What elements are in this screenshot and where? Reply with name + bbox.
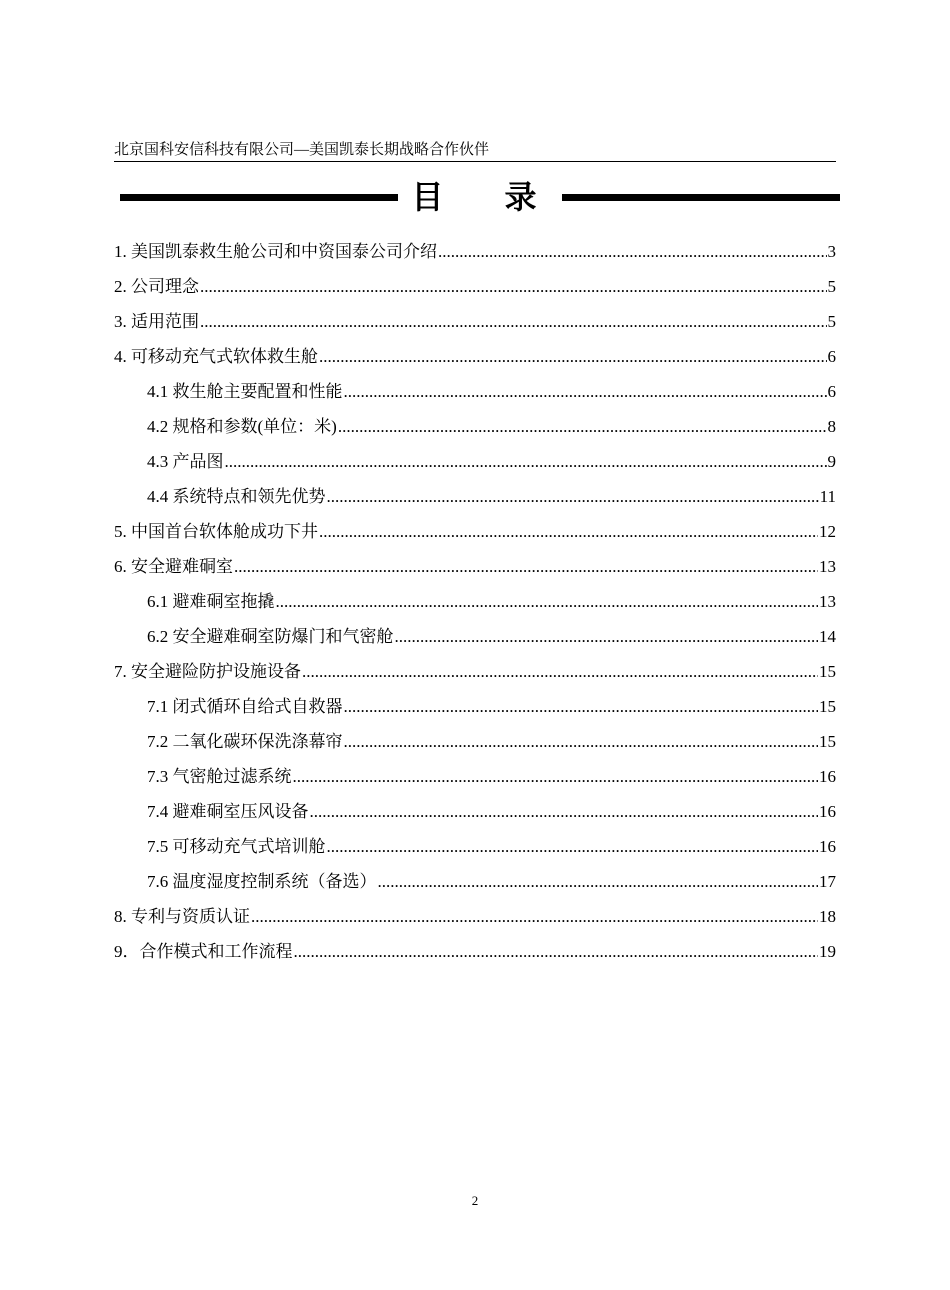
toc-entry-label: 7.2 二氧化碳环保洗涤幕帘: [147, 732, 343, 751]
toc-entry-label: 5. 中国首台软体舱成功下井: [114, 522, 318, 541]
toc-entry-label: 7.5 可移动充气式培训舱: [147, 837, 326, 856]
toc-dot-leader: [327, 481, 819, 513]
toc-entry[interactable]: [114, 691, 836, 726]
toc-entry-label: 3. 适用范围: [114, 312, 199, 331]
toc-entry-label: 6.1 避难硐室拖撬: [147, 592, 275, 611]
toc-entry-page: 3: [827, 242, 836, 261]
toc-entry-label: 6.2 安全避难硐室防爆门和气密舱: [147, 627, 394, 646]
toc-entry-page: 15: [819, 662, 836, 681]
toc-entry-page: 16: [819, 802, 836, 821]
toc-entry-label: 4.3 产品图: [147, 452, 224, 471]
page-header: 北京国科安信科技有限公司—美国凯泰长期战略合作伙伴: [114, 140, 836, 162]
toc-dot-leader: [302, 656, 818, 688]
toc-entry-page: 16: [819, 837, 836, 856]
toc-entry-label: 4. 可移动充气式软体救生舱: [114, 347, 318, 366]
toc-entry-label: 7. 安全避险防护设施设备: [114, 662, 301, 681]
toc-entry-page: 14: [819, 627, 836, 646]
toc-entry-page: 5: [827, 277, 836, 296]
toc-dot-leader: [344, 726, 819, 758]
toc-entry[interactable]: [114, 306, 836, 341]
toc-entry-page: 6: [827, 382, 836, 401]
toc-entry-page: 11: [819, 487, 836, 506]
toc-dot-leader: [338, 411, 827, 443]
toc-entry-label: 1. 美国凯泰救生舱公司和中资国泰公司介绍: [114, 242, 437, 261]
toc-entry[interactable]: [114, 341, 836, 376]
toc-entry-page: 5: [827, 312, 836, 331]
toc-title-row: [120, 175, 840, 219]
toc-entry[interactable]: [114, 831, 836, 866]
toc-dot-leader: [344, 691, 819, 723]
toc-entry[interactable]: [114, 866, 836, 901]
toc-dot-leader: [200, 271, 827, 303]
toc-entry[interactable]: [114, 726, 836, 761]
toc-dot-leader: [276, 586, 819, 618]
toc-entry-label: 7.6 温度湿度控制系统（备选）: [147, 872, 377, 891]
toc-entry-label: 9．合作模式和工作流程: [114, 942, 293, 961]
toc-entry-label: 7.1 闭式循环自给式自救器: [147, 697, 343, 716]
toc-entry[interactable]: [114, 621, 836, 656]
toc-entry-label: 6. 安全避难硐室: [114, 557, 233, 576]
toc-dot-leader: [378, 866, 819, 898]
title-rule-right: [562, 194, 840, 201]
toc-entry[interactable]: [114, 271, 836, 306]
table-of-contents: [114, 236, 836, 971]
toc-entry-page: 12: [819, 522, 836, 541]
toc-dot-leader: [438, 236, 827, 268]
toc-entry-page: 8: [827, 417, 836, 436]
toc-entry-page: 17: [819, 872, 836, 891]
toc-dot-leader: [327, 831, 819, 863]
toc-dot-leader: [294, 936, 819, 968]
title-rule-left: [120, 194, 398, 201]
toc-dot-leader: [225, 446, 827, 478]
toc-entry-page: 6: [827, 347, 836, 366]
toc-entry-page: 19: [819, 942, 836, 961]
toc-entry[interactable]: [114, 936, 836, 971]
toc-entry-label: 7.4 避难硐室压风设备: [147, 802, 309, 821]
toc-entry[interactable]: [114, 236, 836, 271]
toc-dot-leader: [344, 376, 827, 408]
toc-entry[interactable]: [114, 656, 836, 691]
toc-entry-page: 13: [819, 592, 836, 611]
toc-entry[interactable]: [114, 551, 836, 586]
toc-entry-page: 9: [827, 452, 836, 471]
toc-entry-label: 8. 专利与资质认证: [114, 907, 250, 926]
toc-entry-label: 4.1 救生舱主要配置和性能: [147, 382, 343, 401]
toc-dot-leader: [310, 796, 819, 828]
toc-dot-leader: [395, 621, 819, 653]
toc-entry[interactable]: [114, 796, 836, 831]
toc-dot-leader: [200, 306, 827, 338]
toc-entry[interactable]: [114, 586, 836, 621]
toc-entry-page: 15: [819, 732, 836, 751]
toc-entry[interactable]: [114, 901, 836, 936]
toc-entry[interactable]: [114, 411, 836, 446]
toc-dot-leader: [293, 761, 819, 793]
toc-entry[interactable]: [114, 516, 836, 551]
toc-entry[interactable]: [114, 376, 836, 411]
toc-title: 目 录: [411, 179, 563, 215]
toc-dot-leader: [251, 901, 818, 933]
toc-dot-leader: [319, 341, 827, 373]
toc-dot-leader: [234, 551, 818, 583]
toc-entry[interactable]: [114, 446, 836, 481]
toc-entry-page: 18: [819, 907, 836, 926]
toc-entry[interactable]: [114, 761, 836, 796]
toc-entry-page: 15: [819, 697, 836, 716]
toc-entry-label: 7.3 气密舱过滤系统: [147, 767, 292, 786]
toc-entry-label: 4.2 规格和参数(单位：米): [147, 417, 337, 436]
toc-entry-page: 16: [819, 767, 836, 786]
toc-entry[interactable]: [114, 481, 836, 516]
page-number: 2: [471, 1193, 479, 1208]
toc-entry-page: 13: [819, 557, 836, 576]
toc-entry-label: 4.4 系统特点和领先优势: [147, 487, 326, 506]
toc-dot-leader: [319, 516, 818, 548]
toc-entry-label: 2. 公司理念: [114, 277, 199, 296]
